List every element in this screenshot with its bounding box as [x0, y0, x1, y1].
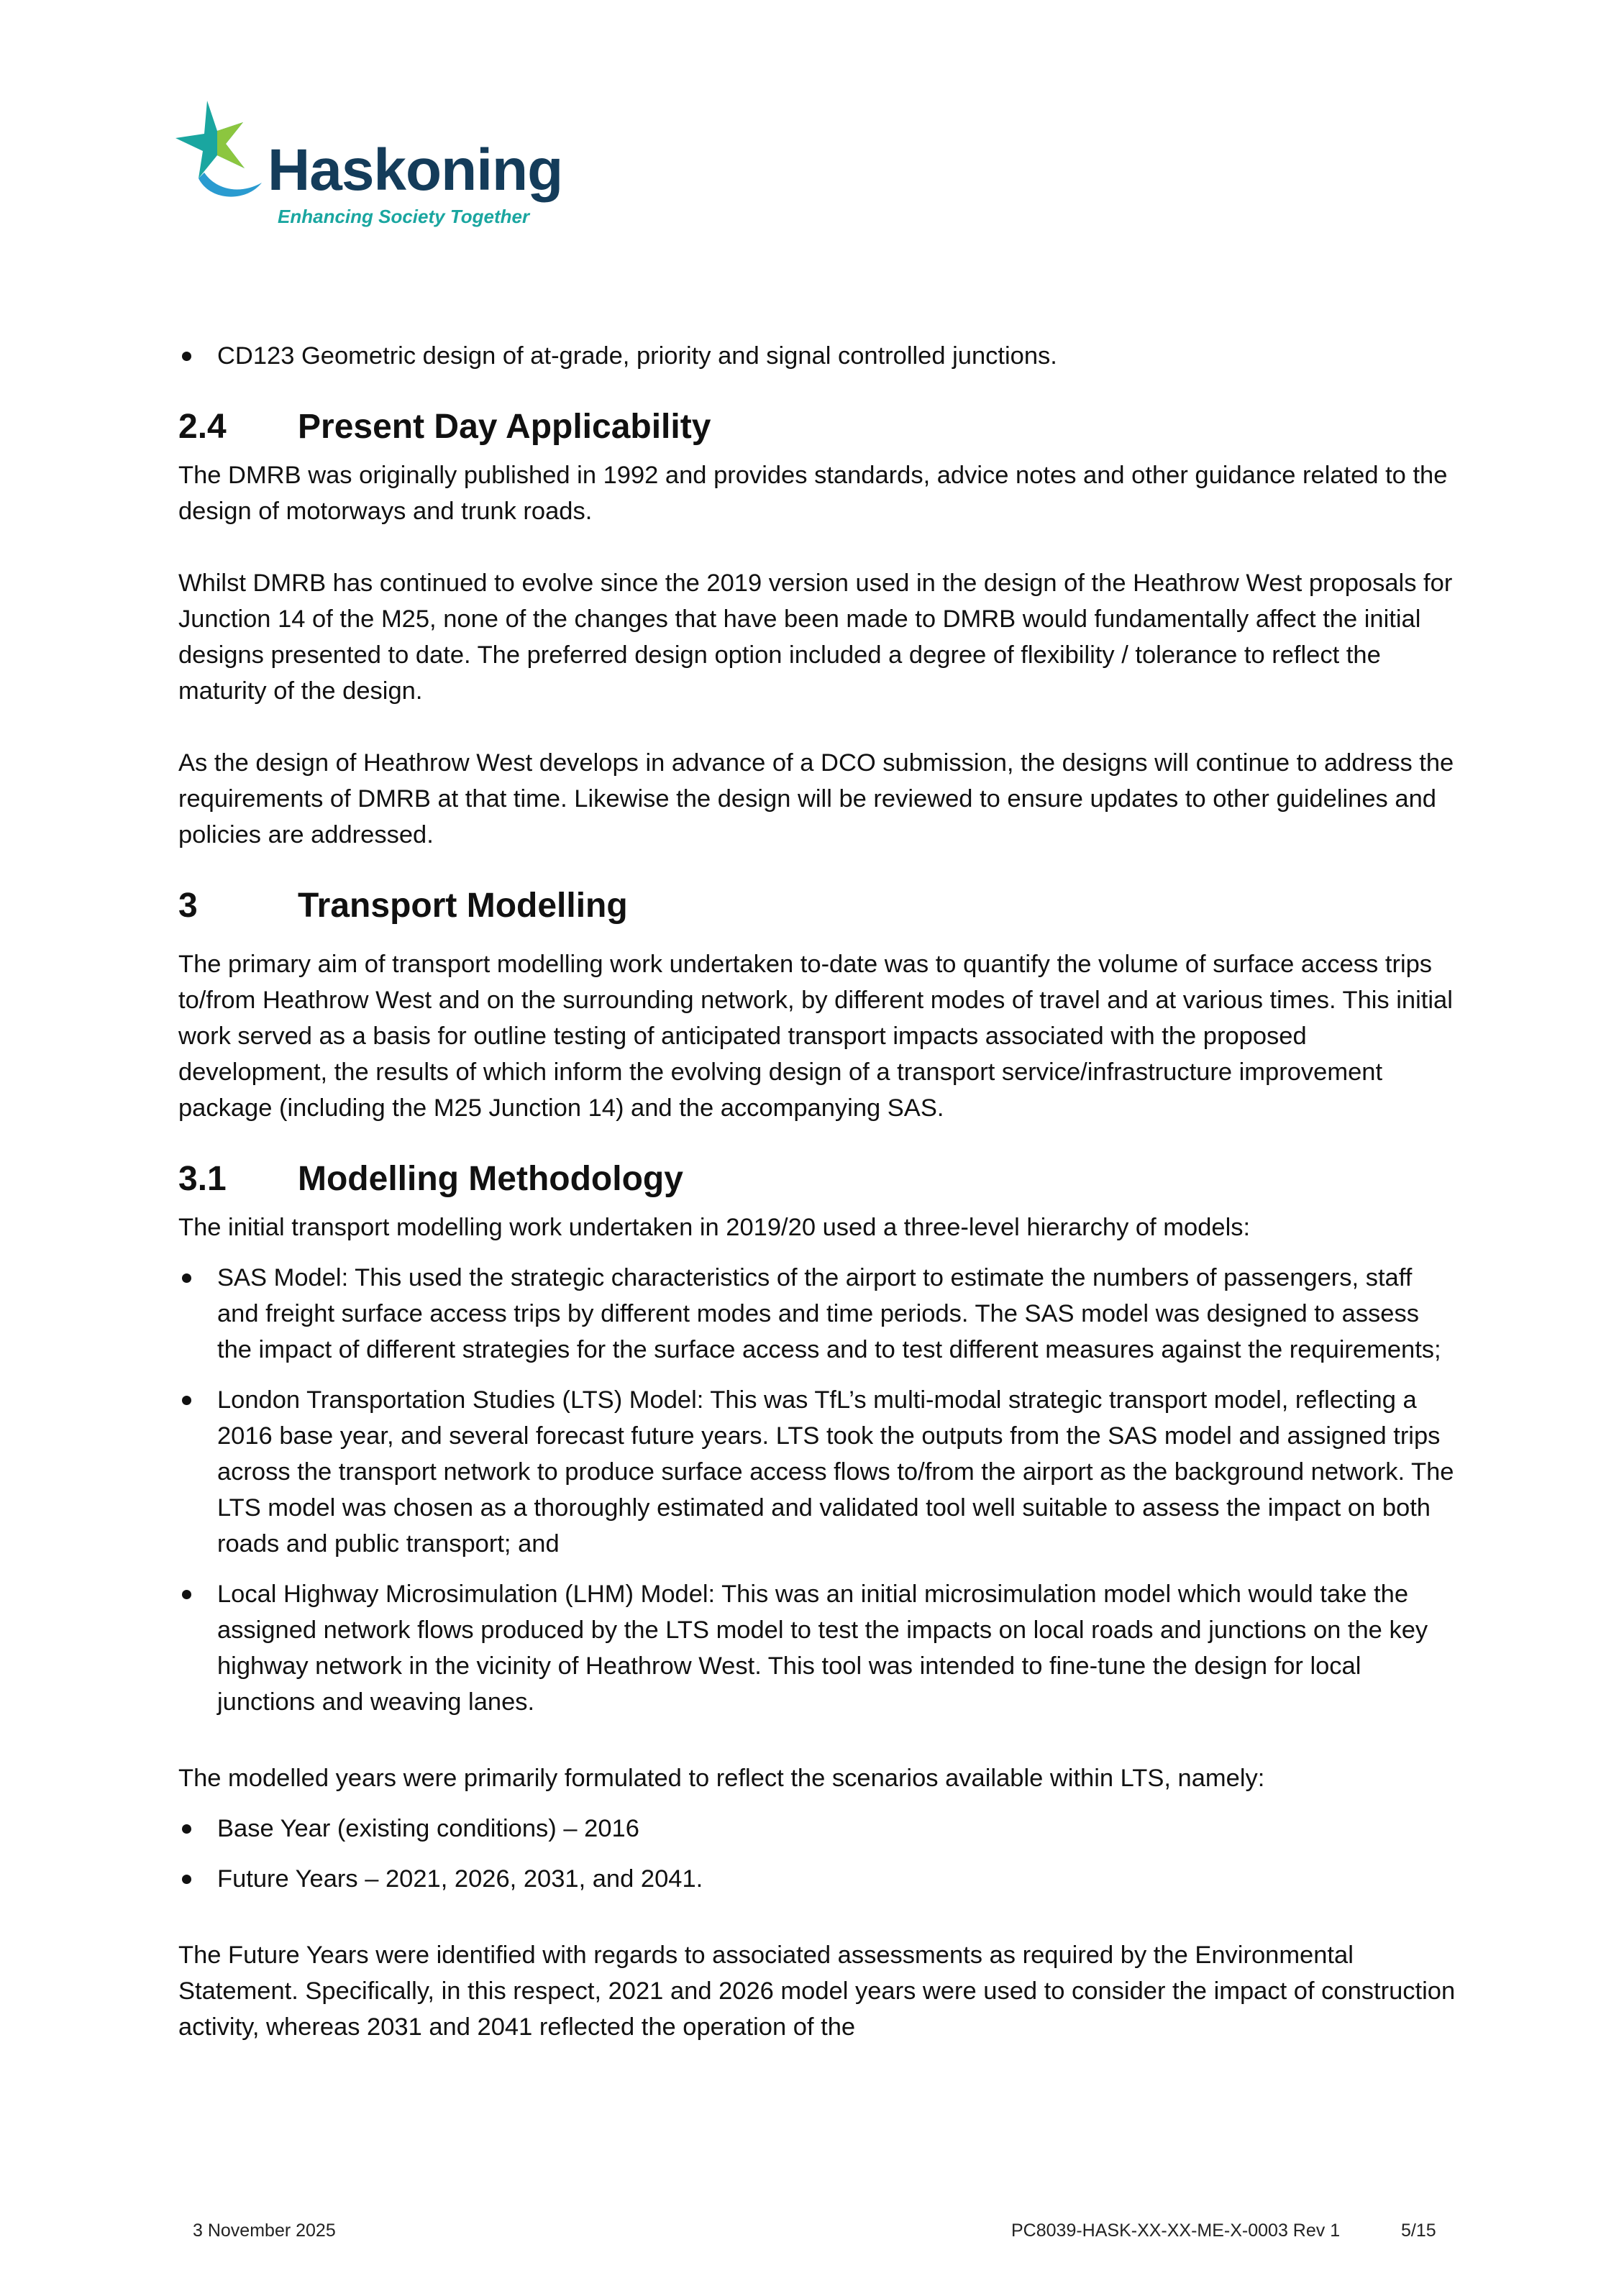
footer-doc-ref: PC8039-HASK-XX-XX-ME-X-0003 Rev 1: [1011, 2220, 1341, 2241]
intro-bullet-list: [178, 338, 1459, 374]
paragraph: The DMRB was originally published in 1992 and provides standards, advice notes and other guidance related to the design of motorways and trunk roads.: [178, 462, 1448, 525]
footer-date: 3 November 2025: [193, 2220, 336, 2241]
haskoning-logo: [173, 93, 563, 237]
years-list: [178, 1811, 1459, 1897]
section-title: Modelling Methodology: [298, 1160, 683, 1198]
footer-page-number: 5/15: [1401, 2220, 1436, 2241]
document-body: [178, 338, 1459, 2045]
section-number: 2.4: [178, 408, 227, 446]
list-item: SAS Model: This used the strategic characteristics of the airport to estimate the numbers of passengers, staff and freight surface access trips by different modes and time periods. The SAS model was designed to assess the impact of different strategies for the surface access and to test different measures against the requirements;: [178, 1260, 1459, 1368]
list-item: CD123 Geometric design of at-grade, priority and signal controlled junctions.: [178, 338, 1459, 374]
paragraph: The primary aim of transport modelling work undertaken to-date was to quantify the volume of surface access trips to/from Heathrow West and on the surrounding network, by different modes of travel and at various times. This initial work served as a basis for outline testing of anticipated transport impacts associated with the proposed development, the results of which inform the evolving design of a transport service/infrastructure improvement package (including the M25 Junction 14) and the accompanying SAS.: [178, 951, 1453, 1122]
section-number: 3.1: [178, 1160, 227, 1198]
section-title: Present Day Applicability: [298, 408, 711, 446]
paragraph: As the design of Heathrow West develops in advance of a DCO submission, the designs will continue to address the requirements of DMRB at that time. Likewise the design will be reviewed to ensure updates to other guidelines and policies are addressed.: [178, 749, 1454, 849]
logo-wordmark: Haskoning: [268, 137, 563, 203]
section-title: Transport Modelling: [298, 887, 628, 925]
list-item: Base Year (existing conditions) – 2016: [178, 1811, 1459, 1847]
section-number: 3: [178, 887, 198, 925]
section-heading-2-4: [178, 406, 1459, 449]
star-logo-icon: [173, 93, 280, 209]
paragraph: Whilst DMRB has continued to evolve since the 2019 version used in the design of the Heathrow West proposals for Junction 14 of the M25, none of the changes that have been made to DMRB would fundamentally affect the initial designs presented to date. The preferred design option included a degree of flexibility / tolerance to reflect the maturity of the design.: [178, 570, 1453, 705]
list-item: London Transportation Studies (LTS) Model: This was TfL’s multi-modal strategic transport model, reflecting a 2016 base year, and several forecast future years. LTS took the outputs from the SAS model and assigned trips across the transport network to produce surface access flows to/from the airport as the background network. The LTS model was chosen as a thoroughly estimated and validated tool well suitable to assess the impact on both roads and public transport; and: [178, 1382, 1459, 1562]
list-item: Future Years – 2021, 2026, 2031, and 2041.: [178, 1861, 1459, 1897]
paragraph: The modelled years were primarily formulated to reflect the scenarios available within LTS, namely:: [178, 1765, 1265, 1792]
section-heading-3: [178, 884, 1459, 928]
logo-tagline: Enhancing Society Together: [278, 206, 530, 227]
section-heading-3-1: [178, 1158, 1459, 1201]
paragraph: The Future Years were identified with regards to associated assessments as required by the Environmental Statement. Specifically, in this respect, 2021 and 2026 model years were used to consider the impact of construction activity, whereas 2031 and 2041 reflected the operation of the: [178, 1941, 1456, 2041]
list-item: Local Highway Microsimulation (LHM) Model: This was an initial microsimulation model which would take the assigned network flows produced by the LTS model to test the impacts on local roads and junctions on the key highway network in the vicinity of Heathrow West. This tool was intended to fine-tune the design for local junctions and weaving lanes.: [178, 1576, 1459, 1720]
paragraph: The initial transport modelling work undertaken in 2019/20 used a three-level hierarchy of models:: [178, 1214, 1251, 1241]
model-list: [178, 1260, 1459, 1720]
